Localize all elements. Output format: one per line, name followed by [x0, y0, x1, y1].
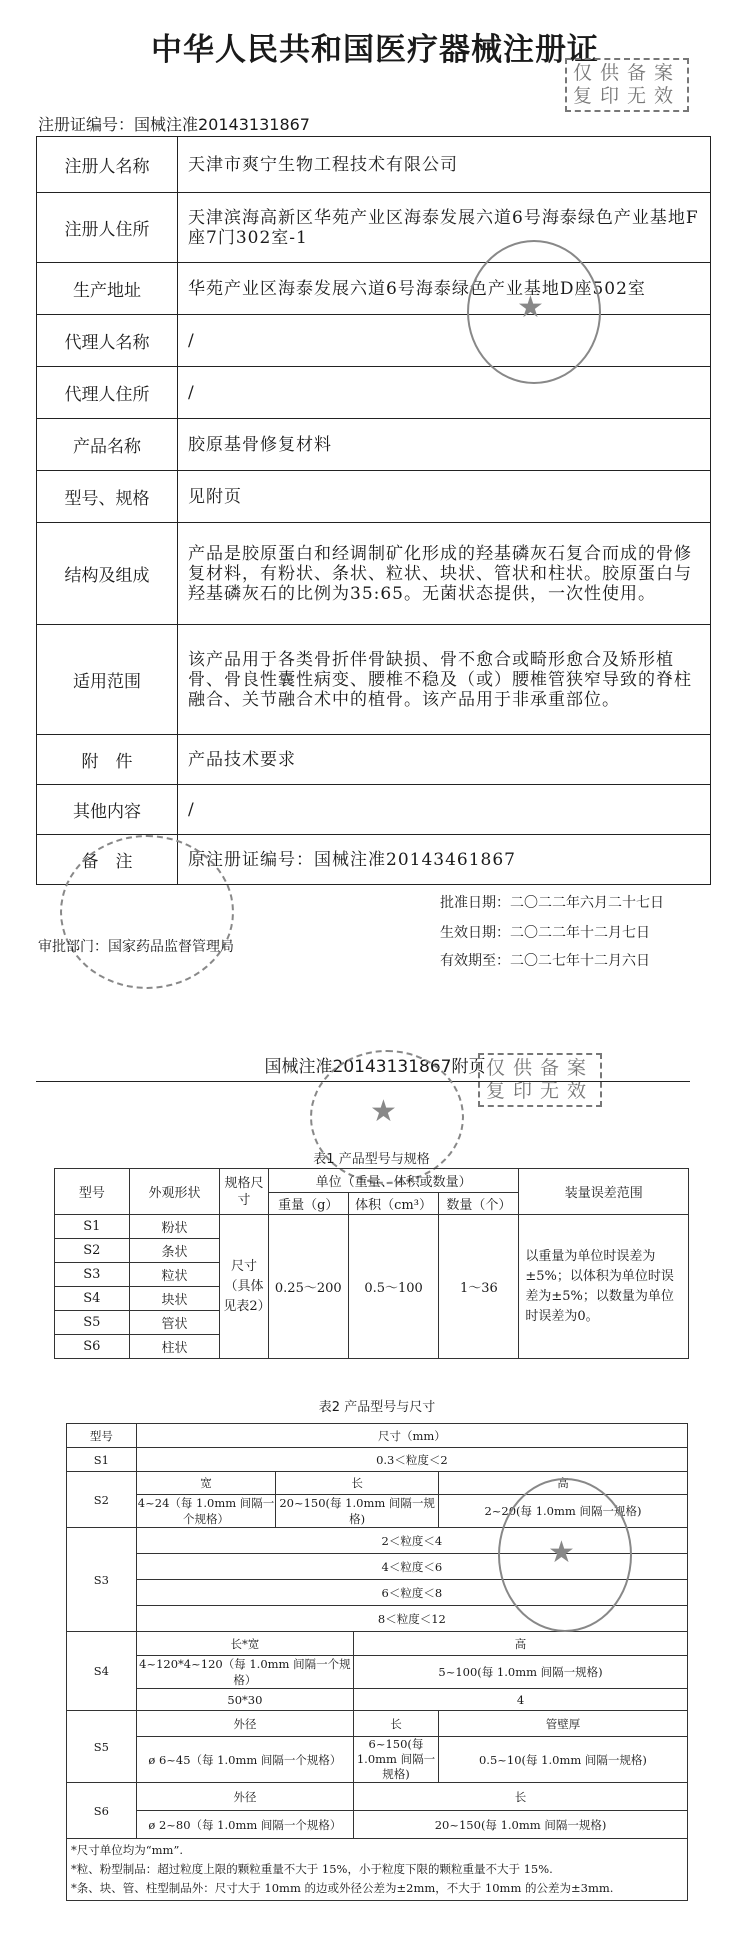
table-row: [67, 1783, 688, 1811]
table-row: [67, 1632, 688, 1656]
header-count: 数量（个）: [439, 1193, 519, 1215]
row-label: 注册人名称: [37, 137, 178, 193]
row-label: 代理人名称: [37, 315, 178, 367]
row-value: 天津滨海高新区华苑产业区海泰发展六道6号海泰绿色产业基地F座7门302室-1: [178, 193, 711, 263]
row-value: /: [178, 785, 711, 835]
table-row: [37, 419, 711, 471]
table-row: [37, 523, 711, 625]
note-item: *粒、粉型制品：超过粒度上限的颗粒重量不大于 15%，小于粒度下限的颗粒重量不大于 15%.: [71, 1862, 553, 1876]
cell-size: 4＜粒度＜6: [136, 1554, 687, 1580]
row-value: 胶原基骨修复材料: [178, 419, 711, 471]
row-label: 注册人住所: [37, 193, 178, 263]
table-row: [67, 1737, 688, 1783]
table-row: [67, 1811, 688, 1839]
row-label: 生产地址: [37, 263, 178, 315]
row-label: 代理人住所: [37, 367, 178, 419]
cell-size: 8＜粒度＜12: [136, 1606, 687, 1632]
company-seal: [467, 240, 601, 384]
row-value: 天津市爽宁生物工程技术有限公司: [178, 137, 711, 193]
row-value: 该产品用于各类骨折伴骨缺损、骨不愈合或畸形愈合及矫形植骨、骨良性囊性病变、腰椎不稳及（或）腰椎管狭窄导致的脊柱融合、关节融合术中的植骨。该产品用于非承重部位。: [178, 625, 711, 735]
cell-size: 6~150(每 1.0mm 间隔一规格): [354, 1737, 439, 1783]
row-label: 型号、规格: [37, 471, 178, 523]
cell-size: 5~100(每 1.0mm 间隔一规格): [354, 1656, 688, 1689]
row-value: 产品是胶原蛋白和经调制矿化形成的羟基磷灰石复合而成的骨修复材料，有粉状、条状、粒状、块状、管状和柱状。胶原蛋白与羟基磷灰石的比例为35:65。无菌状态提供，一次性使用。: [178, 523, 711, 625]
header-model: 型号: [55, 1169, 130, 1215]
row-value: 原注册证编号：国械注准20143461867: [178, 835, 711, 885]
cell-sub-header: 长: [276, 1472, 439, 1495]
cell-sub-header: 管壁厚: [438, 1711, 687, 1737]
cell-size: 4: [354, 1689, 688, 1711]
star-icon: ★: [517, 290, 544, 325]
header-size: 尺寸（mm）: [136, 1424, 687, 1448]
table-row: [37, 137, 711, 193]
cell-volume: 0.5～100: [348, 1215, 439, 1359]
row-label: 其他内容: [37, 785, 178, 835]
stamp-line-2: 复印无效: [486, 1080, 595, 1102]
cell-model: S5: [67, 1711, 137, 1783]
row-label: 备 注: [37, 835, 178, 885]
table1: [54, 1168, 689, 1359]
header-model: 型号: [67, 1424, 137, 1448]
cell-count: 1～36: [439, 1215, 519, 1359]
table2-caption: 表2 产品型号与尺寸: [318, 1400, 436, 1415]
stamp-line-1: 仅供备案: [486, 1057, 595, 1079]
cell-size: 2＜粒度＜4: [136, 1528, 687, 1554]
cell-model: S6: [55, 1335, 130, 1359]
header-weight: 重量（g）: [268, 1193, 348, 1215]
note-item: *条、块、管、柱型制品外：尺寸大于 10mm 的边或外径公差为±2mm，不大于 10mm 的公差为±3mm.: [71, 1881, 614, 1895]
effective-date: 生效日期：二〇二二年十二月七日: [440, 925, 650, 941]
registration-number: 注册证编号：国械注准20143131867: [38, 115, 310, 134]
note-item: *尺寸单位均为“mm”.: [71, 1843, 183, 1857]
cell-size: 2~20(每 1.0mm 间隔一规格): [438, 1495, 687, 1528]
star-icon: ★: [548, 1535, 575, 1570]
row-label: 结构及组成: [37, 523, 178, 625]
row-label: 适用范围: [37, 625, 178, 735]
cell-shape: 管状: [129, 1311, 220, 1335]
cell-model: S4: [67, 1632, 137, 1711]
cell-model: S6: [67, 1783, 137, 1839]
stamp-line-1: 仅供备案: [573, 62, 682, 84]
table-header-row: [55, 1169, 689, 1193]
cell-model: S1: [67, 1448, 137, 1472]
cell-model: S4: [55, 1287, 130, 1311]
cell-size: 0.3＜粒度＜2: [136, 1448, 687, 1472]
cell-shape: 柱状: [129, 1335, 220, 1359]
cell-sub-header: 外径: [136, 1711, 353, 1737]
cell-size: 0.5~10(每 1.0mm 间隔一规格): [438, 1737, 687, 1783]
approval-department: 审批部门：国家药品监督管理局: [38, 939, 234, 955]
header-volume: 体积（cm³）: [348, 1193, 439, 1215]
row-value: /: [178, 315, 711, 367]
row-value: 华苑产业区海泰发展六道6号海泰绿色产业基地D座502室: [178, 263, 711, 315]
cell-model: S2: [67, 1472, 137, 1528]
table-row: [37, 315, 711, 367]
copy-restriction-stamp: [478, 1053, 602, 1107]
row-value: 见附页: [178, 471, 711, 523]
cell-sub-header: 高: [438, 1472, 687, 1495]
notes-row: [67, 1839, 688, 1901]
table-row: [55, 1215, 689, 1239]
label-width: 宽: [200, 1476, 212, 1490]
cell-size: 20~150(每 1.0mm 间隔一规格): [354, 1811, 688, 1839]
table-row: [37, 785, 711, 835]
cell-sub-header: 外径: [136, 1783, 353, 1811]
table-row: [37, 263, 711, 315]
cell-shape: 条状: [129, 1239, 220, 1263]
certificate-table: [36, 136, 711, 885]
row-value: /: [178, 367, 711, 419]
certificate-title: 中华人民共和国医疗器械注册证: [151, 32, 599, 68]
table-row: [67, 1448, 688, 1472]
company-seal: [498, 1478, 632, 1632]
table-row: [37, 735, 711, 785]
cell-sub-header: 长: [354, 1711, 439, 1737]
cell-size: 4~120*4~120（每 1.0mm 间隔一个规格）: [136, 1656, 353, 1689]
row-label: 产品名称: [37, 419, 178, 471]
table-row: [67, 1711, 688, 1737]
header-shape: 外观形状: [129, 1169, 220, 1215]
copy-restriction-stamp: [565, 58, 689, 112]
table-row: [37, 471, 711, 523]
expiry-date: 有效期至：二〇二七年十二月六日: [440, 953, 650, 969]
cell-sub-header: 长*宽: [136, 1632, 353, 1656]
cell-shape: 粉状: [129, 1215, 220, 1239]
notes-cell: [67, 1839, 688, 1901]
table-row: [67, 1689, 688, 1711]
cell-spec: 尺寸（具体见表2）: [220, 1215, 268, 1359]
cell-size: 50*30: [136, 1689, 353, 1711]
cell-size: ø 6~45（每 1.0mm 间隔一个规格）: [136, 1737, 353, 1783]
cell-model: S3: [55, 1263, 130, 1287]
header-spec: 规格尺寸: [220, 1169, 268, 1215]
cell-error: 以重量为单位时误差为±5%；以体积为单位时误差为±5%；以数量为单位时误差为0。: [519, 1215, 689, 1359]
table-row: [37, 193, 711, 263]
row-value: 产品技术要求: [178, 735, 711, 785]
row-label: 附 件: [37, 735, 178, 785]
cell-sub-header: 高: [354, 1632, 688, 1656]
cell-model: S5: [55, 1311, 130, 1335]
cell-shape: 块状: [129, 1287, 220, 1311]
cell-model: S1: [55, 1215, 130, 1239]
cell-sub-header: 长: [354, 1783, 688, 1811]
cell-model: S2: [55, 1239, 130, 1263]
cell-model: S3: [67, 1528, 137, 1632]
table1-caption: 表1 产品型号与规格: [313, 1152, 430, 1167]
cell-sub-header: [136, 1472, 276, 1495]
attachment-title: 国械注准20143131867附页: [264, 1057, 486, 1077]
approval-date: 批准日期：二〇二二年六月二十七日: [440, 895, 664, 911]
table-row: [37, 367, 711, 419]
header-error: 装量误差范围: [519, 1169, 689, 1215]
star-icon: ★: [370, 1094, 397, 1129]
header-unit: 单位（重量、体积或数量）: [268, 1169, 519, 1193]
cell-size: 4~24（每 1.0mm 间隔一个规格）: [137, 1496, 275, 1526]
table-header-row: [67, 1424, 688, 1448]
cell-size: 20~150(每 1.0mm 间隔一规格): [276, 1495, 439, 1528]
authority-seal: [60, 835, 234, 989]
cell-weight: 0.25～200: [268, 1215, 348, 1359]
cell-size: ø 2~80（每 1.0mm 间隔一个规格）: [136, 1811, 353, 1839]
cell-size: 6＜粒度＜8: [136, 1580, 687, 1606]
table-row: [37, 625, 711, 735]
cell-shape: 粒状: [129, 1263, 220, 1287]
stamp-line-2: 复印无效: [573, 85, 682, 107]
table-row: [67, 1656, 688, 1689]
